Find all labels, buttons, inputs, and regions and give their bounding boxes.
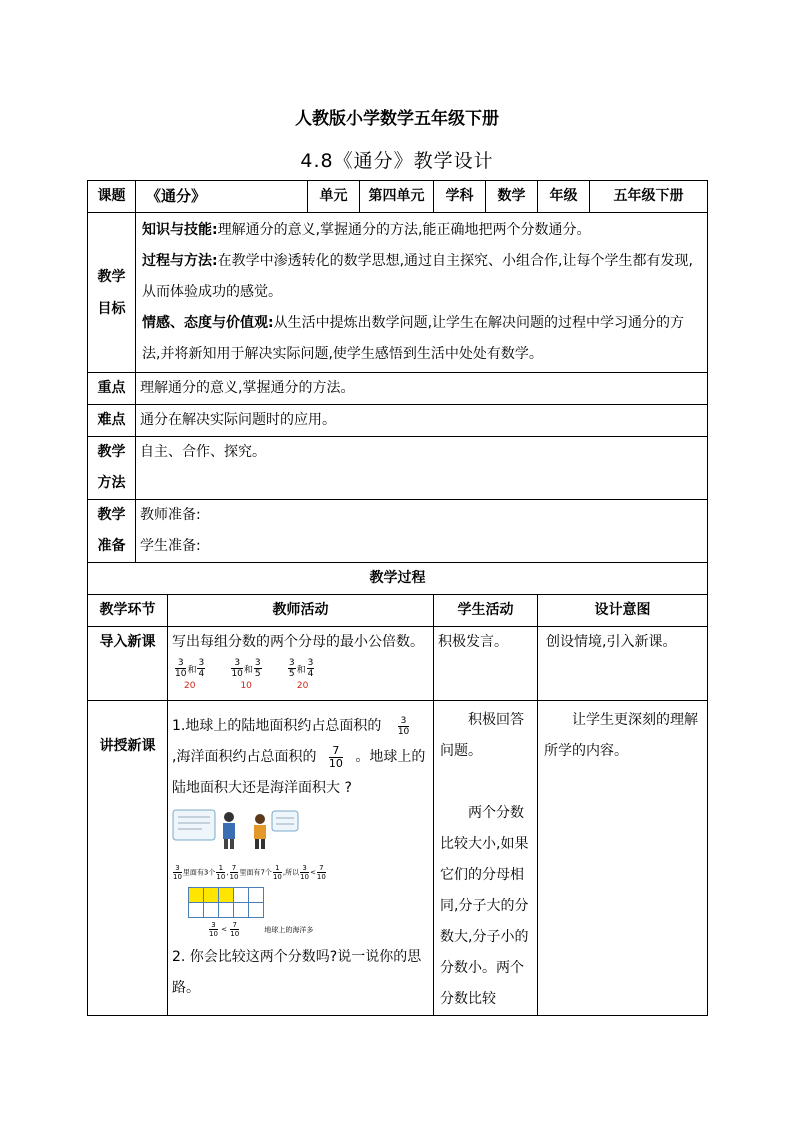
document-subtitle: 4.8《通分》教学设计 [300, 150, 494, 172]
fraction-pair: $\frac{3}{5}$ 和 $\frac{3}{4}$ 20 [287, 658, 339, 693]
difficulty-label: 难点 [88, 405, 136, 437]
classroom-illustration [172, 808, 302, 852]
lesson-question-2: 2. 你会比较这两个分数吗?说一说你的思路。 [172, 949, 422, 996]
unit-label: 单元 [308, 181, 360, 213]
goal-process [142, 246, 701, 308]
course-label: 课题 [88, 181, 136, 213]
process-header-row [88, 595, 708, 627]
intro-stage: 导入新课 [88, 627, 168, 701]
header-row [88, 181, 708, 213]
fraction: $\frac{3}{5}$ [288, 658, 295, 679]
fraction-3-10: $\frac{3}{10}$ [397, 715, 410, 737]
fraction-pair: $\frac{3}{10}$ 和 $\frac{3}{4}$ 20 [174, 658, 226, 693]
earth-caption-line: $\frac{3}{10}$ < $\frac{7}{10}$ 地球上的海洋多 [209, 921, 314, 938]
fraction: $\frac{3}{5}$ [254, 658, 261, 679]
course-value: 《通分》 [136, 181, 308, 213]
process-title-row [88, 563, 708, 595]
lesson-teacher [168, 701, 434, 1016]
grade-value: 五年级下册 [590, 181, 708, 213]
key-point-row [88, 373, 708, 405]
goals-content [136, 213, 708, 373]
prep-label: 教学准备 [88, 500, 136, 563]
fraction: $\frac{3}{10}$ [175, 658, 187, 679]
grade-label: 年级 [538, 181, 590, 213]
goal-process-text: 在教学中渗透转化的数学思想,通过自主探究、小组合作,让每个学生都有发现,从而体验成功的感觉。 [142, 253, 693, 300]
intro-teacher [168, 627, 434, 701]
lesson-stage: 讲授新课 [88, 701, 168, 1016]
lesson-question-1: 1.地球上的陆地面积约占总面积的 $\frac{3}{10}$ ,海洋面积约占总面积的 $\frac{7}{10}$ 。地球上的陆地面积大还是海洋面积大 ? [172, 715, 426, 796]
lcm-answer: 20 [184, 681, 196, 691]
key-point-text: 理解通分的意义,掌握通分的方法。 [136, 373, 708, 405]
fraction-7-10: $\frac{7}{10}$ [328, 743, 343, 770]
earth-caption: 地球上的海洋多 [264, 925, 314, 934]
key-point-label: 重点 [88, 373, 136, 405]
fraction-pair: $\frac{3}{10}$ 和 $\frac{3}{5}$ 10 [230, 658, 282, 693]
subject-value: 数学 [486, 181, 538, 213]
goal-process-title: 过程与方法: [142, 253, 218, 269]
lesson-student [434, 701, 538, 1016]
lesson-row [88, 701, 708, 1016]
lesson-plan-table [87, 180, 707, 1016]
goal-emotion [142, 308, 701, 370]
intro-intent: 创设情境,引入新课。 [538, 627, 708, 701]
prep-content [136, 500, 708, 563]
fraction: $\frac{3}{10}$ [231, 658, 243, 679]
difficulty-row [88, 405, 708, 437]
intro-row [88, 627, 708, 701]
fraction: $\frac{3}{4}$ [307, 658, 314, 679]
process-title: 教学过程 [88, 563, 708, 595]
lesson-student-1: 积极回答问题。 [440, 712, 525, 759]
unit-value: 第四单元 [360, 181, 434, 213]
method-row [88, 437, 708, 500]
intro-student: 积极发言。 [434, 627, 538, 701]
lesson-intent: 让学生更深刻的理解所学的内容。 [538, 701, 708, 1016]
document-title: 人教版小学数学五年级下册 [295, 109, 499, 129]
fraction-grid [188, 887, 268, 919]
intro-teacher-text: 写出每组分数的两个分母的最小公倍数。 [172, 634, 424, 650]
prep-row [88, 500, 708, 563]
process-header-stage: 教学环节 [88, 595, 168, 627]
subject-label: 学科 [434, 181, 486, 213]
difficulty-text: 通分在解决实际问题时的应用。 [136, 405, 708, 437]
comparison-line: $\frac{3}{10}$ 里面有3个 $\frac{1}{10}$ , $\frac{7}{10}$ 里面有7个 $\frac{1}{10}$ ,所以 $\frac{3}{10}$ < $\frac{7}{10}$ [173, 864, 326, 881]
goals-row [88, 213, 708, 373]
fraction: $\frac{3}{4}$ [198, 658, 205, 679]
intro-fraction-pairs [172, 658, 429, 693]
method-label: 教学方法 [88, 437, 136, 500]
goal-knowledge-title: 知识与技能: [142, 222, 218, 238]
method-text: 自主、合作、探究。 [136, 437, 708, 500]
lcm-answer: 10 [240, 681, 252, 691]
goal-emotion-text: 从生活中提炼出数学问题,让学生在解决问题的过程中学习通分的方法,并将新知用于解决实际问题,使学生感悟到生活中处处有数学。 [142, 315, 685, 362]
goal-knowledge [142, 215, 701, 246]
process-header-teacher: 教师活动 [168, 595, 434, 627]
goals-label: 教学目标 [88, 213, 136, 373]
prep-student: 学生准备: [140, 538, 201, 554]
prep-teacher: 教师准备: [140, 507, 201, 523]
lesson-student-2: 两个分数比较大小,如果它们的分母相同,分子大的分数大,分子小的分数小。两个分数比较 [440, 805, 529, 1007]
process-header-student: 学生活动 [434, 595, 538, 627]
goal-emotion-title: 情感、态度与价值观: [142, 315, 274, 331]
process-header-intent: 设计意图 [538, 595, 708, 627]
lcm-answer: 20 [296, 681, 309, 691]
goal-knowledge-text: 理解通分的意义,掌握通分的方法,能正确地把两个分数通分。 [217, 222, 591, 238]
